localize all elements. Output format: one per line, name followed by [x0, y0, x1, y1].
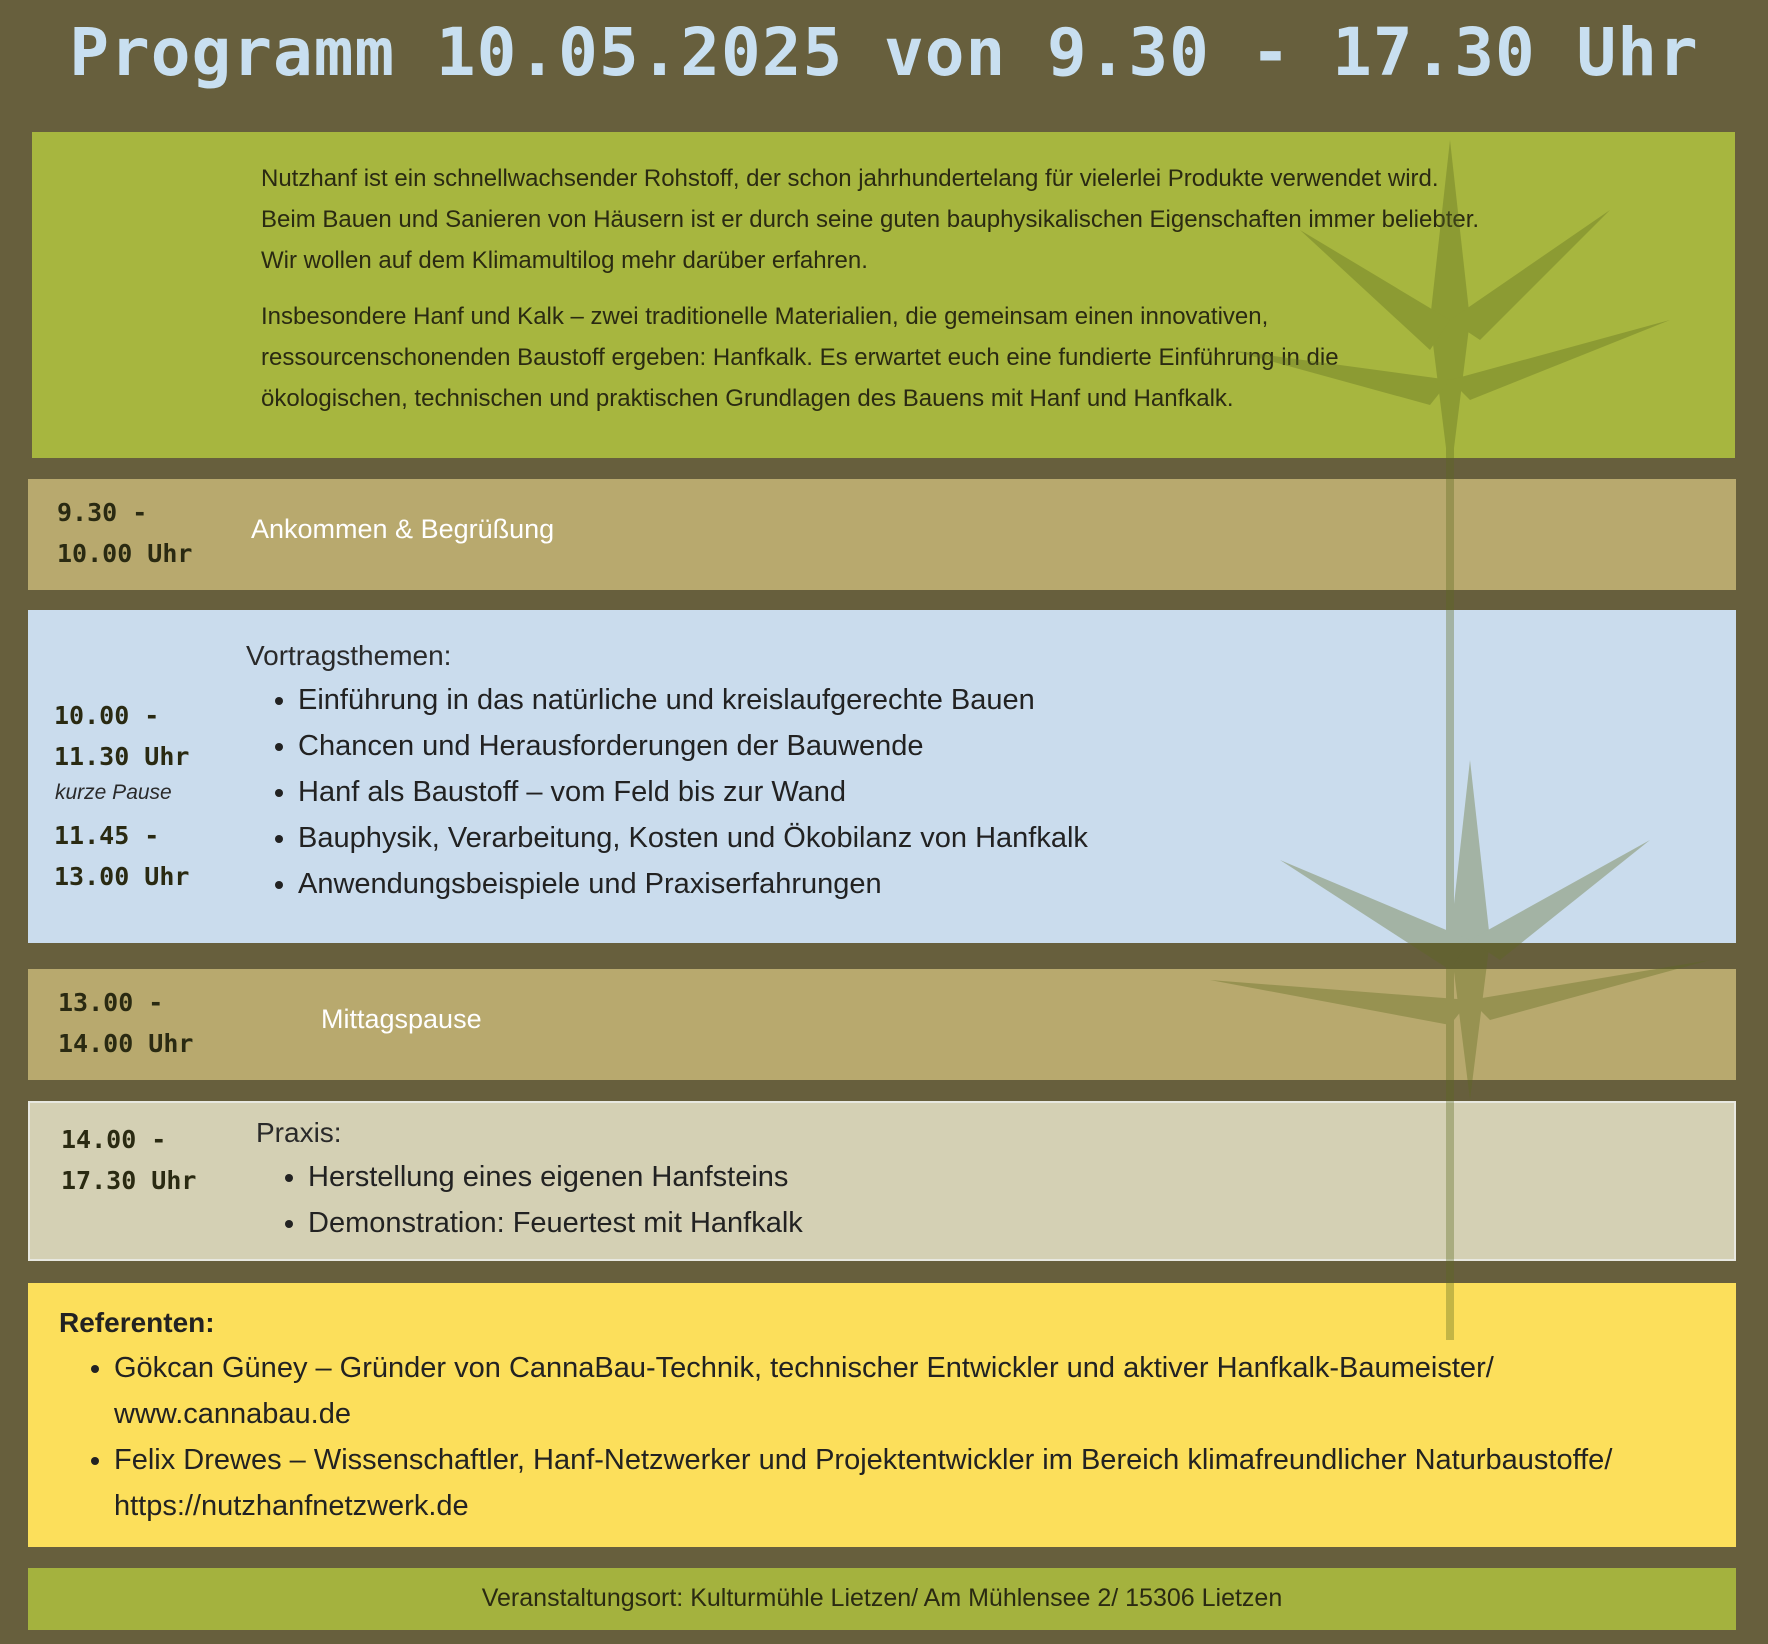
time-end: 10.00 Uhr [57, 539, 193, 568]
list-item: • Gökcan Güney – Gründer von CannaBau-Technik, technischer Entwickler und aktiver Hanfkalk-Baumeister/ www.cannabau.de [114, 1345, 1674, 1437]
list-item: • Chancen und Herausforderungen der Bauwende [298, 723, 1088, 769]
list-item: • Demonstration: Feuertest mit Hanfkalk [308, 1200, 803, 1246]
speakers-heading: Referenten: [59, 1307, 215, 1338]
list-item: • Felix Drewes – Wissenschaftler, Hanf-Netzwerker und Projektentwickler im Bereich klimafreundlicher Naturbaustoffe/ https://nutzhanfnetzwerk.de [114, 1437, 1674, 1529]
speakers-list [84, 1345, 1674, 1529]
speakers-box [28, 1283, 1736, 1547]
schedule-label: Mittagspause [321, 1004, 482, 1034]
talks-heading: Vortragsthemen: [246, 640, 452, 671]
list-item: • Herstellung eines eigenen Hanfsteins [308, 1154, 803, 1200]
time-end: 14.00 Uhr [58, 1029, 194, 1058]
intro-paragraph-2: Insbesondere Hanf und Kalk – zwei traditionelle Materialien, die gemeinsam einen innovativen, ressourcenschonenden Baustoff ergeben: Hanfkalk. Es erwartet euch eine fundierte Einführung in die ökologischen, technischen und praktischen Grundlagen des Bauens mit Hanf und Hanfkalk. [261, 303, 1339, 412]
pause-note: kurze Pause [55, 781, 172, 804]
intro-paragraph-1: Nutzhanf ist ein schnellwachsender Rohstoff, der schon jahrhundertelang für vielerlei Produkte verwendet wird. Beim Bauen und Sanieren von Häusern ist er durch seine guten bauphysikalischen Eigenschaften immer beliebter. Wir wollen auf dem Klimamultilog mehr darüber erfahren. [261, 165, 1480, 274]
intro-box [32, 132, 1735, 458]
time-end: 13.00 Uhr [54, 862, 190, 891]
schedule-row-arrival [28, 479, 1736, 590]
time-start: 13.00 - [58, 988, 164, 1017]
practice-list [278, 1154, 803, 1246]
talks-list [268, 677, 1088, 907]
footer-box [28, 1568, 1736, 1630]
time-start: 10.00 - [54, 701, 160, 730]
practice-heading: Praxis: [256, 1117, 342, 1148]
time-end: 17.30 Uhr [61, 1166, 197, 1195]
schedule-row-lunch [28, 969, 1736, 1080]
venue-text: Veranstaltungsort: Kulturmühle Lietzen/ Am Mühlensee 2/ 15306 Lietzen [481, 1584, 1283, 1612]
time-start: 14.00 - [61, 1125, 167, 1154]
page-title: Programm 10.05.2025 von 9.30 - 17.30 Uhr [69, 14, 1699, 91]
time-start: 9.30 - [57, 498, 148, 527]
list-item: • Einführung in das natürliche und kreislaufgerechte Bauen [298, 677, 1088, 723]
time-start: 11.45 - [54, 821, 160, 850]
schedule-row-practice [28, 1101, 1736, 1261]
list-item: • Bauphysik, Verarbeitung, Kosten und Ökobilanz von Hanfkalk [298, 815, 1088, 861]
schedule-label: Ankommen & Begrüßung [251, 514, 555, 544]
list-item: • Anwendungsbeispiele und Praxiserfahrungen [298, 861, 1088, 907]
list-item: • Hanf als Baustoff – vom Feld bis zur Wand [298, 769, 1088, 815]
time-end: 11.30 Uhr [54, 742, 190, 771]
schedule-row-talks [28, 610, 1736, 943]
